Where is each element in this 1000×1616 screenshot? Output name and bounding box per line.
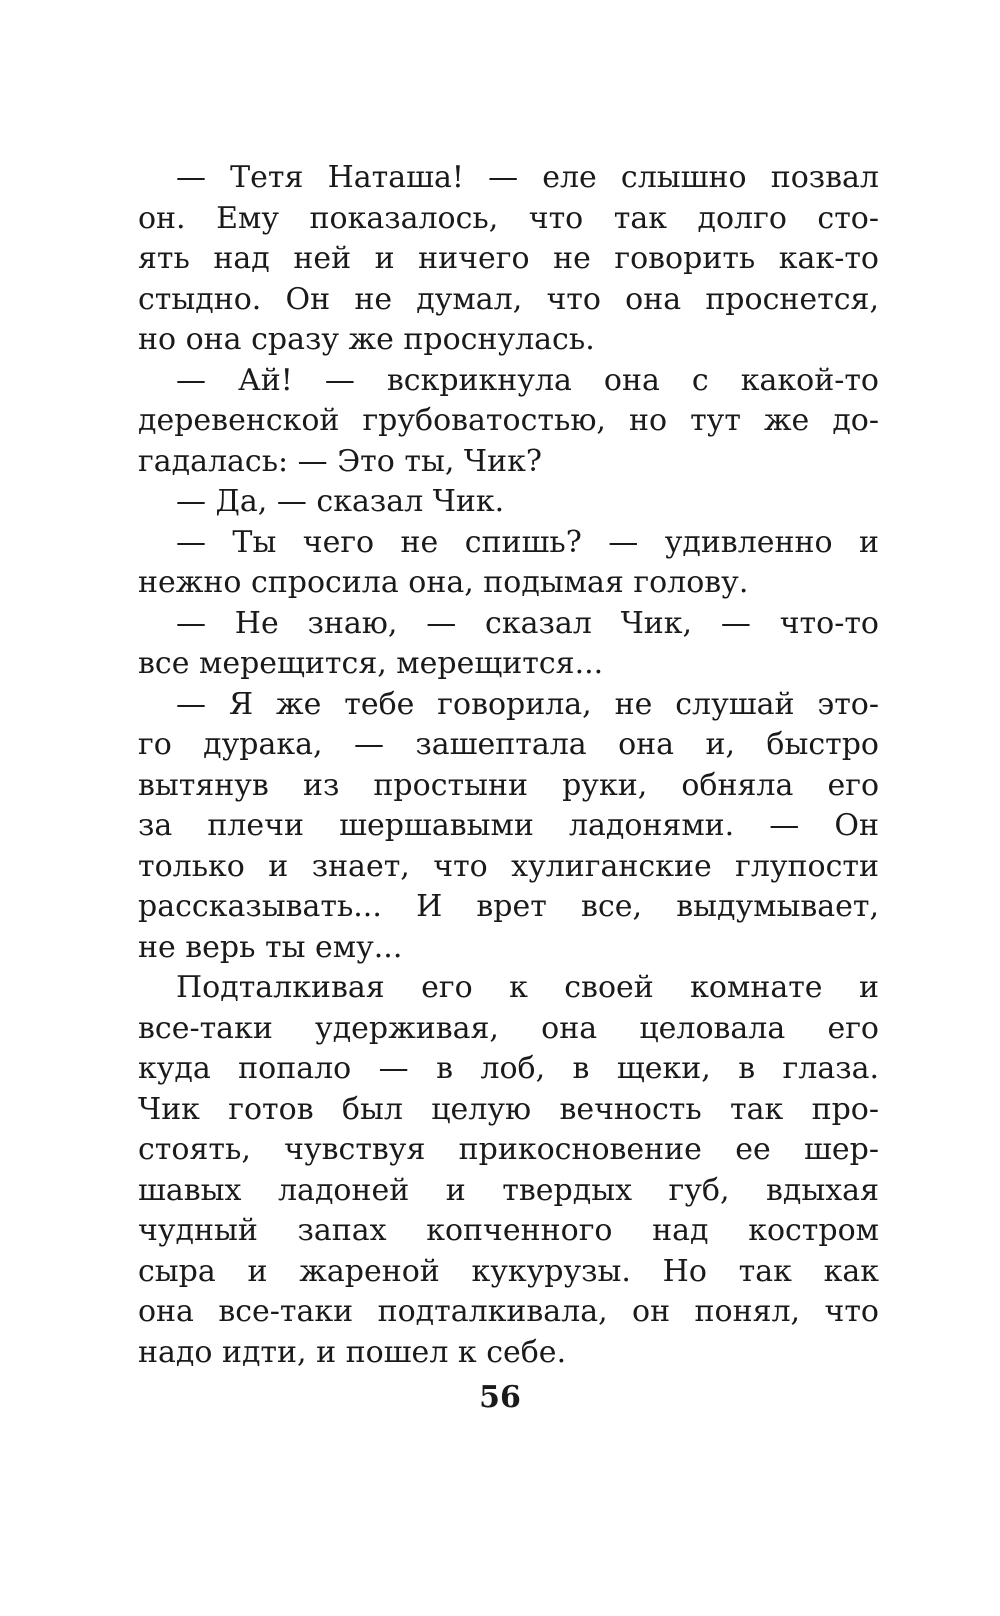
text-line: она все-таки подталкивала, он понял, что <box>138 1294 879 1329</box>
text-line: за плечи шершавыми ладонями. — Он <box>138 808 879 843</box>
text-line: только и знает, что хулиганские глупости <box>138 848 879 884</box>
text-line: рассказывать... И врет все, выдумывает, <box>138 889 879 924</box>
text-line: но она сразу же проснулась. <box>138 322 595 357</box>
text-line: — Ай! — вскрикнула она с какой-то <box>176 362 879 398</box>
text-line: нежно спросила она, подымая голову. <box>138 565 749 600</box>
text-line: — Да, — сказал Чик. <box>176 484 505 519</box>
text-line: не верь ты ему... <box>138 929 403 965</box>
text-line: куда попало — в лоб, в щеки, в глаза. <box>138 1051 879 1086</box>
page-number: 56 <box>479 1380 521 1415</box>
text-line: — Ты чего не спишь? — удивленно и <box>176 524 879 560</box>
text-line: — Не знаю, — сказал Чик, — что-то <box>176 605 879 641</box>
text-line: ять над ней и ничего не говорить как-то <box>138 241 879 276</box>
text-line: стыдно. Он не думал, что она проснется, <box>138 281 879 317</box>
text-line: гадалась: — Это ты, Чик? <box>138 443 542 479</box>
text-line: все-таки удерживая, она целовала его <box>138 1010 879 1046</box>
text-line: надо идти, и пошел к себе. <box>138 1334 567 1370</box>
text-line: он. Ему показалось, что так долго сто- <box>138 200 879 236</box>
text-line: сыра и жареной кукурузы. Но так как <box>138 1253 879 1289</box>
text-line: го дурака, — зашептала она и, быстро <box>138 727 879 762</box>
text-line: все мерещится, мерещится... <box>138 646 604 681</box>
text-line: деревенской грубоватостью, но тут же до- <box>138 403 879 438</box>
text-line: стоять, чувствуя прикосновение ее шер- <box>138 1132 879 1167</box>
text-line: чудный запах копченного над костром <box>138 1213 879 1248</box>
text-line: шавых ладоней и твердых губ, вдыхая <box>138 1172 879 1208</box>
text-line: Чик готов был целую вечность так про- <box>138 1091 879 1127</box>
text-line: вытянув из простыни руки, обняла его <box>138 767 879 803</box>
text-line: Подталкивая его к своей комнате и <box>176 970 879 1005</box>
body-text <box>138 158 879 1373</box>
text-line: — Я же тебе говорила, не слушай это- <box>176 686 879 722</box>
text-line: — Тетя Наташа! — еле слышно позвал <box>176 160 879 195</box>
